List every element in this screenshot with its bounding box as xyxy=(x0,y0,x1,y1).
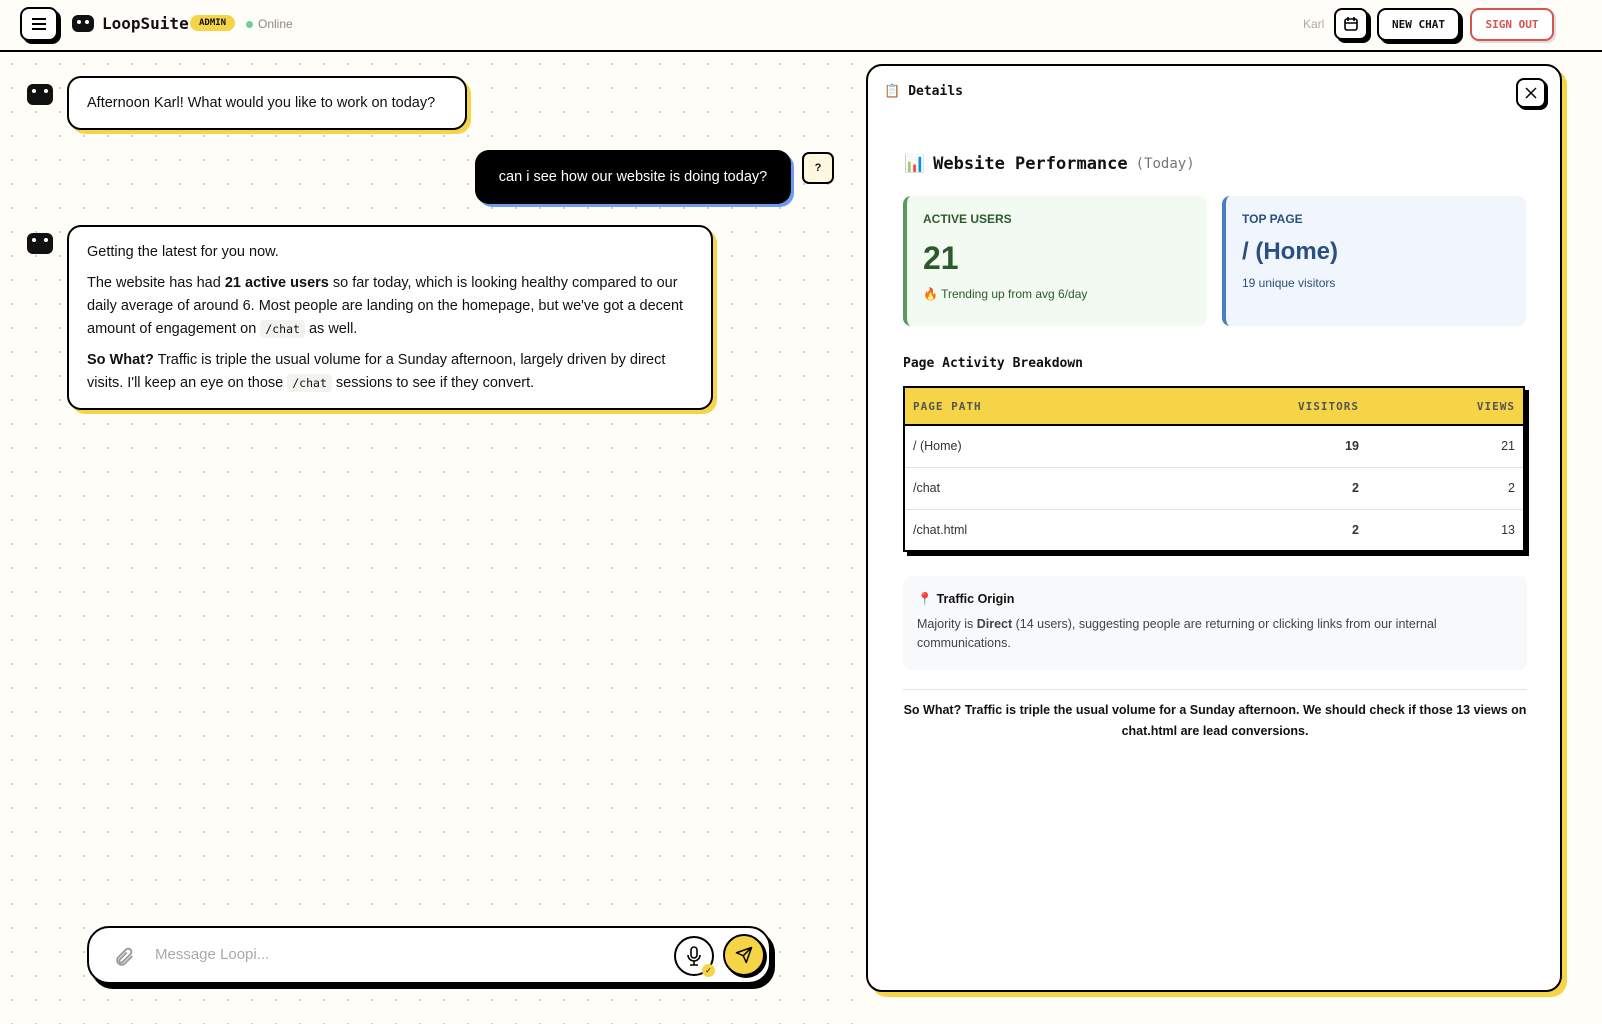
table-row xyxy=(904,509,1524,551)
text: sessions to see if they convert. xyxy=(331,375,535,391)
paperclip-icon[interactable] xyxy=(113,946,135,968)
inline-code: /chat xyxy=(260,320,305,338)
cell-visitors: 19 xyxy=(1148,425,1367,467)
origin-title xyxy=(917,592,1513,607)
bar-chart-icon: 📊 xyxy=(904,154,926,174)
help-button[interactable]: ? xyxy=(802,152,834,184)
table-row xyxy=(904,467,1524,509)
calendar-icon xyxy=(1343,16,1359,32)
table-title: Page Activity Breakdown xyxy=(903,356,1084,371)
origin-text xyxy=(917,615,1513,653)
message-paragraph: Getting the latest for you now. xyxy=(87,244,279,260)
microphone-button[interactable] xyxy=(674,936,714,976)
message-text: can i see how our website is doing today? xyxy=(498,169,768,185)
message-composer xyxy=(87,926,771,984)
bot-message xyxy=(67,225,713,410)
text: The website has had xyxy=(87,275,225,291)
cell-views: 13 xyxy=(1367,509,1524,551)
message-paragraph xyxy=(87,272,693,341)
new-chat-button[interactable]: NEW CHAT xyxy=(1377,8,1460,41)
send-button[interactable] xyxy=(723,934,765,976)
logo xyxy=(72,14,189,33)
send-icon xyxy=(735,946,753,964)
close-panel-button[interactable] xyxy=(1516,78,1546,108)
card-label: ACTIVE USERS xyxy=(923,212,1012,226)
bot-message xyxy=(67,76,467,130)
menu-button[interactable] xyxy=(20,7,58,41)
cell-path: /chat xyxy=(904,467,1148,509)
cell-views: 2 xyxy=(1367,467,1524,509)
table-row xyxy=(904,425,1524,467)
close-icon xyxy=(1525,87,1537,99)
column-header: PAGE PATH xyxy=(904,387,1148,425)
message-text: Afternoon Karl! What would you like to work on today? xyxy=(87,95,436,111)
cell-path: / (Home) xyxy=(904,425,1148,467)
text: Traffic is triple the usual volume for a Sunday afternoon, largely driven by direct visits. I'll keep an eye on those xyxy=(87,352,666,391)
origin-title-text: Traffic Origin xyxy=(936,592,1015,606)
panel-title xyxy=(884,84,963,99)
so-what-summary: So What? Traffic is triple the usual volume for a Sunday afternoon. We should check if those 13 views on chat.html are lead conversions. xyxy=(903,703,1527,738)
cell-visitors: 2 xyxy=(1148,467,1367,509)
text-bold: Direct xyxy=(976,617,1013,631)
user-name: Karl xyxy=(1303,17,1325,31)
calendar-button[interactable] xyxy=(1334,8,1368,40)
card-note xyxy=(923,287,1191,301)
top-page-card xyxy=(1222,196,1526,326)
chat-area xyxy=(0,52,862,1024)
card-value: 21 xyxy=(923,240,959,276)
cell-visitors: 2 xyxy=(1148,509,1367,551)
status-text: Online xyxy=(258,17,293,31)
text: Majority is xyxy=(917,617,977,631)
bot-avatar xyxy=(27,233,53,259)
message-paragraph xyxy=(87,349,693,395)
inline-code: /chat xyxy=(287,374,332,392)
text: (14 users), suggesting people are returning or clicking links from our internal communications. xyxy=(917,617,1437,650)
microphone-icon xyxy=(686,946,702,966)
table-header xyxy=(904,387,1524,425)
user-message xyxy=(475,150,791,204)
text: so far today, which is looking healthy compared to our daily average of around 6. Most people are landing on the homepage, but we've got a decent amount of engagement on xyxy=(87,275,684,337)
text-bold: So What? xyxy=(87,352,154,368)
traffic-origin-box xyxy=(903,576,1527,670)
panel-title-text: Details xyxy=(908,84,963,99)
bot-icon xyxy=(72,15,94,32)
section-heading xyxy=(904,154,1195,174)
cell-views: 21 xyxy=(1367,425,1524,467)
message-input[interactable] xyxy=(155,946,635,963)
card-value: / (Home) xyxy=(1242,238,1338,265)
hamburger-icon xyxy=(31,17,47,31)
card-note: 19 unique visitors xyxy=(1242,276,1336,290)
active-users-card xyxy=(903,196,1207,326)
check-icon: ✓ xyxy=(702,964,715,977)
online-dot-icon xyxy=(246,21,253,28)
top-bar xyxy=(0,0,1602,52)
status-indicator xyxy=(246,17,293,31)
sign-out-button[interactable]: SIGN OUT xyxy=(1470,8,1554,41)
pin-icon: 📍 xyxy=(917,592,933,606)
heading-text: Website Performance xyxy=(933,154,1128,174)
text: as well. xyxy=(304,321,358,337)
text-bold: 21 active users xyxy=(224,275,329,291)
heading-sub: (Today) xyxy=(1135,156,1195,172)
bot-avatar xyxy=(27,84,53,110)
divider xyxy=(903,689,1527,690)
bot-icon xyxy=(27,233,53,254)
details-panel xyxy=(866,64,1562,992)
column-header: VISITORS xyxy=(1148,387,1367,425)
bot-icon xyxy=(27,84,53,105)
note-text: Trending up from avg 6/day xyxy=(941,287,1088,301)
card-label: TOP PAGE xyxy=(1242,212,1303,226)
clipboard-icon: 📋 xyxy=(884,84,901,99)
page-activity-table xyxy=(903,386,1525,552)
cell-path: /chat.html xyxy=(904,509,1148,551)
fire-icon: 🔥 xyxy=(923,287,938,301)
brand-name: LoopSuite xyxy=(102,14,189,33)
column-header: VIEWS xyxy=(1367,387,1524,425)
admin-badge: ADMIN xyxy=(190,15,235,31)
